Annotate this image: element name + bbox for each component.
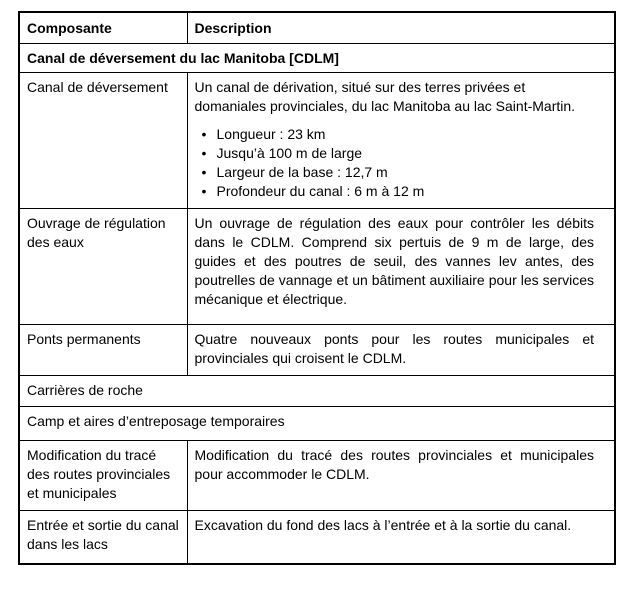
- description-cell-modification-trace: [187, 440, 615, 510]
- table-header-row: [19, 12, 615, 43]
- bullet-item-largeur-base: • Largeur de la base : 12,7 m: [201, 163, 595, 182]
- description-cell-entree-sortie: [187, 510, 615, 564]
- component-cell-modification-trace: Modification du tracé des routes provinciales et municipales: [19, 440, 187, 510]
- bullet-list: [195, 125, 595, 201]
- section-row-camp: [19, 406, 615, 440]
- column-header-description: Description: [187, 12, 615, 43]
- bullet-item-profondeur: • Profondeur du canal : 6 m à 12 m: [201, 182, 595, 201]
- table-row: [19, 208, 615, 324]
- description-paragraph: Un ouvrage de régulation des eaux pour contrôler les débits dans le CDLM. Comprend six pertuis de 9 m de large, des guides et des poutres de seuil, des vannes lev antes, des poutrelles de vannage et un bâtiment auxiliaire pour les services mécanique et électrique.: [194, 214, 594, 307]
- column-header-composante: Composante: [19, 12, 187, 43]
- section-row-cdlm-label: Canal de déversement du lac Manitoba [CDLM]: [19, 43, 615, 72]
- section-row-carrieres-label: Carrières de roche: [19, 375, 615, 406]
- table-row: [19, 324, 615, 375]
- component-cell-entree-sortie: Entrée et sortie du canal dans les lacs: [19, 510, 187, 564]
- section-row-carrieres: [19, 375, 615, 406]
- component-cell-ouvrage-regulation: Ouvrage de régulation des eaux: [19, 208, 187, 324]
- table-row: [19, 72, 615, 208]
- component-cell-canal-de-deversement: Canal de déversement: [19, 72, 187, 208]
- section-row-cdlm: [19, 43, 615, 72]
- bullet-item-largeur-max: • Jusqu’à 100 m de large: [201, 144, 595, 163]
- description-cell-ponts-permanents: [187, 324, 615, 375]
- description-paragraph: Excavation du fond des lacs à l’entrée et à la sortie du canal.: [194, 516, 572, 533]
- section-row-camp-label: Camp et aires d’entreposage temporaires: [19, 406, 615, 440]
- component-cell-ponts-permanents: Ponts permanents: [19, 324, 187, 375]
- description-paragraph: Quatre nouveaux ponts pour les routes municipales et provinciales qui croisent le CDLM.: [194, 330, 594, 366]
- description-paragraph: Modification du tracé des routes provinciales et municipales pour accommoder le CDLM.: [194, 446, 594, 482]
- description-paragraph: Un canal de dérivation, situé sur des terres privées et domaniales provinciales, du lac Manitoba au lac Saint-Martin.: [194, 78, 576, 114]
- description-cell-ouvrage-regulation: [187, 208, 615, 324]
- table-row: [19, 440, 615, 510]
- table-row: [19, 510, 615, 564]
- components-table: [18, 11, 616, 565]
- description-cell-canal-de-deversement: [187, 72, 615, 208]
- bullet-item-longueur: • Longueur : 23 km: [201, 125, 595, 144]
